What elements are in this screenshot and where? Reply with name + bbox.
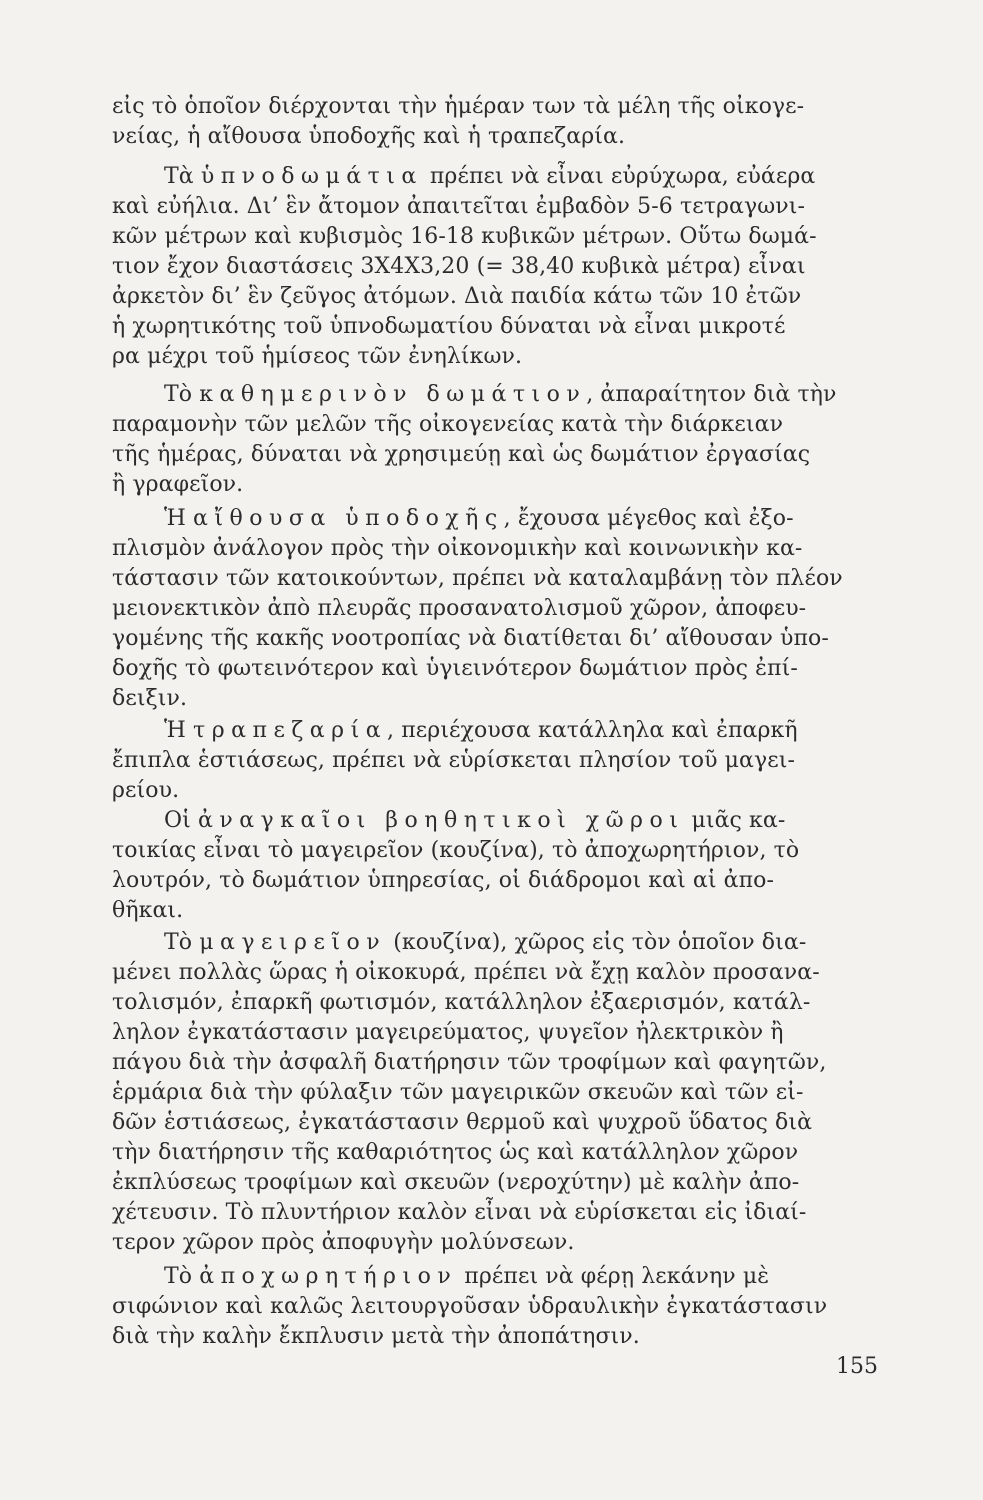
text-line: τάστασιν τῶν κατοικούντων, πρέπει νὰ καταλαμβάνῃ τὸν πλέον (112, 566, 843, 591)
text-line: κῶν μέτρων καὶ κυβισμὸς 16-18 κυβικῶν μέτρων. Οὕτω δωμά- (112, 224, 817, 249)
spaced-term: ἀποχωρητήριον (199, 1264, 458, 1289)
text-line: δοχῆς τὸ φωτεινότερον καὶ ὑγιεινότερον δωμάτιον πρὸς ἐπί- (112, 656, 798, 681)
spaced-term: μαγειρεῖον (199, 930, 387, 955)
paragraph-start-toilet: Τὸ ἀποχωρητήριον πρέπει νὰ φέρῃ λεκάνην μὲ (164, 1264, 770, 1289)
text-line: ἡ χωρητικότης τοῦ ὑπνοδωματίου δύναται νὰ εἶναι μικροτέ (112, 314, 786, 339)
paragraph-start-living-room: Τὸ καθημερινὸν δωμάτιον, ἀπαραίτητον διὰ τὴν (164, 382, 837, 407)
text-line: ληλον ἐγκατάστασιν μαγειρεύματος, ψυγεῖον ἠλεκτρικὸν ἢ (112, 1020, 784, 1045)
text-line: νείας, ἡ αἴθουσα ὑποδοχῆς καὶ ἡ τραπεζαρία. (112, 124, 626, 149)
text-line: τιον ἔχον διαστάσεις 3Χ4Χ3,20 (= 38,40 κυβικὰ μέτρα) εἶναι (112, 254, 806, 279)
text-line: σιφώνιον καὶ καλῶς λειτουργοῦσαν ὑδραυλικὴν ἐγκατάστασιν (112, 1294, 828, 1319)
text-line: ρείου. (112, 778, 180, 803)
text-line: ἐκπλύσεως τροφίμων καὶ σκευῶν (νεροχύτην) μὲ καλὴν ἀπο- (112, 1170, 800, 1195)
spaced-term: ὑπνοδωμάτια (200, 164, 423, 189)
text-line: τὴν διατήρησιν τῆς καθαριότητος ὡς καὶ κατάλληλον χῶρον (112, 1140, 799, 1165)
text-line: ἑρμάρια διὰ τὴν φύλαξιν τῶν μαγειρικῶν σκευῶν καὶ τῶν εἰ- (112, 1080, 804, 1105)
text-line: μειονεκτικὸν ἀπὸ πλευρᾶς προσανατολισμοῦ χῶρον, ἀποφευ- (112, 596, 807, 621)
text-line: μένει πολλὰς ὥρας ἡ οἰκοκυρά, πρέπει νὰ ἔχῃ καλὸν προσανα- (112, 960, 820, 985)
text-line: θῆκαι. (112, 898, 184, 923)
text-line: ἀρκετὸν δι’ ἓν ζεῦγος ἀτόμων. Διὰ παιδία κάτω τῶν 10 ἐτῶν (112, 284, 802, 309)
spaced-term: τραπεζαρία (193, 718, 388, 743)
paragraph-start-bedrooms: Τὰ ὑπνοδωμάτια πρέπει νὰ εἶναι εὐρύχωρα, εὐάερα (164, 164, 816, 189)
text-line: ρα μέχρι τοῦ ἡμίσεος τῶν ἐνηλίκων. (112, 344, 523, 369)
text-line: πάγου διὰ τὴν ἀσφαλῆ διατήρησιν τῶν τροφίμων καὶ φαγητῶν, (112, 1050, 827, 1075)
text-line: παραμονὴν τῶν μελῶν τῆς οἰκογενείας κατὰ τὴν διάρκειαν (112, 412, 784, 437)
text-line: διὰ τὴν καλὴν ἔκπλυσιν μετὰ τὴν ἀποπάτησιν. (112, 1324, 640, 1349)
text-line: καὶ εὐήλια. Δι’ ἓν ἄτομον ἀπαιτεῖται ἐμβαδὸν 5-6 τετραγωνι- (112, 194, 805, 219)
text-line: ἢ γραφεῖον. (112, 472, 244, 497)
text-line: εἰς τὸ ὁποῖον διέρχονται τὴν ἡμέραν των τὰ μέλη τῆς οἰκογε- (112, 94, 805, 119)
text-line: πλισμὸν ἀνάλογον πρὸς τὴν οἰκονομικὴν καὶ κοινωνικὴν κα- (112, 536, 803, 561)
text-line: λουτρόν, τὸ δωμάτιον ὑπηρεσίας, οἱ διάδρομοι καὶ αἱ ἀπο- (112, 868, 775, 893)
paragraph-start-auxiliary-spaces: Οἱ ἀναγκαῖοι βοηθητικοὶ χῶροι μιᾶς κα- (164, 808, 786, 833)
text-line: χέτευσιν. Τὸ πλυντήριον καλὸν εἶναι νὰ εὑρίσκεται εἰς ἰδιαί- (112, 1200, 807, 1225)
text-line: τερον χῶρον πρὸς ἀποφυγὴν μολύνσεων. (112, 1230, 575, 1255)
text-line: γομένης τῆς κακῆς νοοτροπίας νὰ διατίθεται δι’ αἴθουσαν ὑπο- (112, 626, 829, 651)
text-line: δῶν ἑστιάσεως, ἐγκατάστασιν θερμοῦ καὶ ψυχροῦ ὕδατος διὰ (112, 1110, 813, 1135)
spaced-term: αἴθουσα ὑποδοχῆς (193, 506, 504, 531)
text-line: τῆς ἡμέρας, δύναται νὰ χρησιμεύῃ καὶ ὡς δωμάτιον ἐργασίας (112, 442, 811, 467)
spaced-term: ἀναγκαῖοι βοηθητικοὶ χῶροι (197, 808, 685, 833)
paragraph-start-kitchen: Τὸ μαγειρεῖον (κουζίνα), χῶρος εἰς τὸν ὁποῖον δια- (164, 930, 807, 955)
text-line: ἔπιπλα ἑστιάσεως, πρέπει νὰ εὑρίσκεται πλησίον τοῦ μαγει- (112, 748, 795, 773)
text-line: τοικίας εἶναι τὸ μαγειρεῖον (κουζίνα), τὸ ἀποχωρητήριον, τὸ (112, 838, 800, 863)
paragraph-start-dining-room: Ἡ τραπεζαρία, περιέχουσα κατάλληλα καὶ ἐπαρκῆ (164, 718, 798, 743)
page-number: 155 (836, 1354, 878, 1379)
spaced-term: καθημερινὸν δωμάτιον (199, 382, 587, 407)
paragraph-start-reception-hall: Ἡ αἴθουσα ὑποδοχῆς, ἔχουσα μέγεθος καὶ ἐξο- (164, 506, 794, 531)
text-line: δειξιν. (112, 686, 188, 711)
text-line: τολισμόν, ἐπαρκῆ φωτισμόν, κατάλληλον ἐξαερισμόν, κατάλ- (112, 990, 811, 1015)
